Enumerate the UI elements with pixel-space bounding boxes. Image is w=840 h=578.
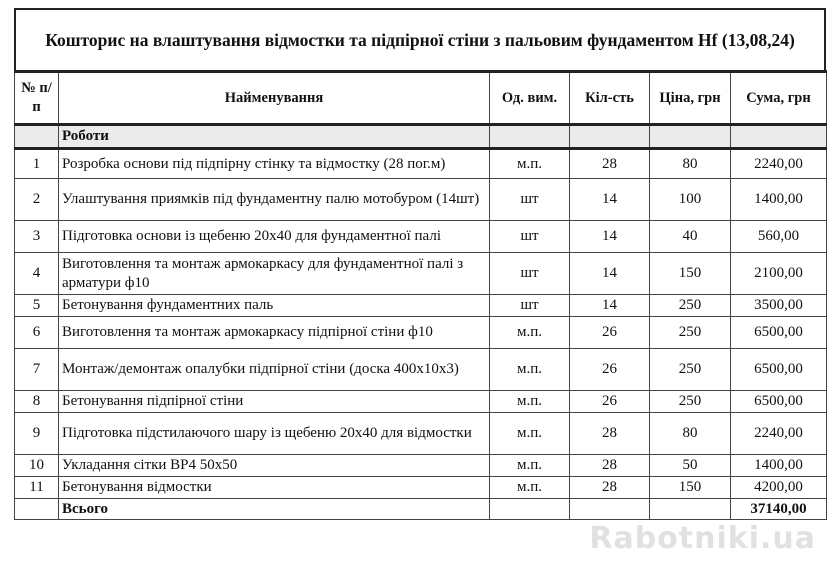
row-name: Бетонування підпірної стіни (59, 391, 490, 413)
row-quantity: 14 (570, 221, 650, 253)
row-name: Бетонування відмостки (59, 477, 490, 499)
document-title: Кошторис на влаштування відмостки та підпірної стіни з пальовим фундаментом Hf (13,08,24) (14, 8, 826, 70)
row-name: Розробка основи під підпірну стінку та відмостку (28 пог.м) (59, 149, 490, 179)
row-number: 4 (15, 253, 59, 295)
table-row (15, 455, 827, 477)
row-unit: м.п. (490, 317, 570, 349)
row-number: 2 (15, 179, 59, 221)
table-row (15, 391, 827, 413)
section-empty-cell (570, 125, 650, 149)
row-sum: 560,00 (731, 221, 827, 253)
row-quantity: 14 (570, 253, 650, 295)
row-unit: м.п. (490, 477, 570, 499)
row-number: 7 (15, 349, 59, 391)
row-number: 10 (15, 455, 59, 477)
row-quantity: 28 (570, 455, 650, 477)
row-quantity: 26 (570, 349, 650, 391)
row-sum: 6500,00 (731, 317, 827, 349)
row-price: 250 (650, 317, 731, 349)
row-price: 100 (650, 179, 731, 221)
row-number: 1 (15, 149, 59, 179)
row-unit: шт (490, 295, 570, 317)
row-number: 5 (15, 295, 59, 317)
table-row (15, 149, 827, 179)
row-price: 150 (650, 477, 731, 499)
row-unit: м.п. (490, 455, 570, 477)
section-empty-cell (490, 125, 570, 149)
row-price: 50 (650, 455, 731, 477)
section-row (15, 125, 827, 149)
total-empty-cell (570, 499, 650, 520)
row-unit: м.п. (490, 391, 570, 413)
row-number: 11 (15, 477, 59, 499)
row-quantity: 14 (570, 295, 650, 317)
row-name: Монтаж/демонтаж опалубки підпірної стіни (доска 400х10х3) (59, 349, 490, 391)
row-price: 80 (650, 149, 731, 179)
row-number: 6 (15, 317, 59, 349)
total-empty-cell (650, 499, 731, 520)
row-sum: 6500,00 (731, 349, 827, 391)
row-number: 8 (15, 391, 59, 413)
watermark-logo: Rabotniki.ua (589, 521, 816, 556)
table-row (15, 349, 827, 391)
total-sum: 37140,00 (731, 499, 827, 520)
row-name: Підготовка основи із щебеню 20х40 для фундаментної палі (59, 221, 490, 253)
row-name: Виготовлення та монтаж армокаркасу для фундаментної палі з арматури ф10 (59, 253, 490, 295)
col-header-num: № п/п (15, 72, 59, 125)
row-unit: шт (490, 221, 570, 253)
row-price: 150 (650, 253, 731, 295)
row-quantity: 26 (570, 391, 650, 413)
row-price: 40 (650, 221, 731, 253)
row-price: 250 (650, 391, 731, 413)
row-sum: 2100,00 (731, 253, 827, 295)
row-sum: 4200,00 (731, 477, 827, 499)
row-sum: 2240,00 (731, 149, 827, 179)
row-price: 80 (650, 413, 731, 455)
row-unit: м.п. (490, 149, 570, 179)
row-number: 3 (15, 221, 59, 253)
col-header-name: Найменування (59, 72, 490, 125)
row-sum: 1400,00 (731, 455, 827, 477)
total-row (15, 499, 827, 520)
row-unit: м.п. (490, 413, 570, 455)
estimate-document (14, 8, 826, 520)
row-sum: 1400,00 (731, 179, 827, 221)
table-row (15, 295, 827, 317)
row-name: Підготовка підстилаючого шару із щебеню 20х40 для відмостки (59, 413, 490, 455)
table-row (15, 221, 827, 253)
total-empty-cell (15, 499, 59, 520)
total-empty-cell (490, 499, 570, 520)
row-sum: 6500,00 (731, 391, 827, 413)
row-unit: шт (490, 179, 570, 221)
table-row (15, 477, 827, 499)
col-header-price: Ціна, грн (650, 72, 731, 125)
row-name: Улаштування приямків під фундаментну палю мотобуром (14шт) (59, 179, 490, 221)
row-name: Виготовлення та монтаж армокаркасу підпірної стіни ф10 (59, 317, 490, 349)
table-row (15, 179, 827, 221)
row-name: Укладання сітки ВР4 50х50 (59, 455, 490, 477)
row-unit: шт (490, 253, 570, 295)
row-quantity: 28 (570, 413, 650, 455)
section-empty-cell (650, 125, 731, 149)
col-header-sum: Сума, грн (731, 72, 827, 125)
row-unit: м.п. (490, 349, 570, 391)
row-number: 9 (15, 413, 59, 455)
row-price: 250 (650, 349, 731, 391)
row-quantity: 28 (570, 149, 650, 179)
total-label: Всього (59, 499, 490, 520)
estimate-table (14, 70, 827, 520)
row-sum: 2240,00 (731, 413, 827, 455)
section-label: Роботи (59, 125, 490, 149)
row-price: 250 (650, 295, 731, 317)
table-row (15, 413, 827, 455)
col-header-unit: Од. вим. (490, 72, 570, 125)
row-quantity: 26 (570, 317, 650, 349)
row-quantity: 14 (570, 179, 650, 221)
section-empty-cell (15, 125, 59, 149)
table-row (15, 317, 827, 349)
table-row (15, 253, 827, 295)
table-header-row (15, 72, 827, 125)
row-quantity: 28 (570, 477, 650, 499)
col-header-qty: Кіл-сть (570, 72, 650, 125)
row-sum: 3500,00 (731, 295, 827, 317)
row-name: Бетонування фундаментних паль (59, 295, 490, 317)
section-empty-cell (731, 125, 827, 149)
